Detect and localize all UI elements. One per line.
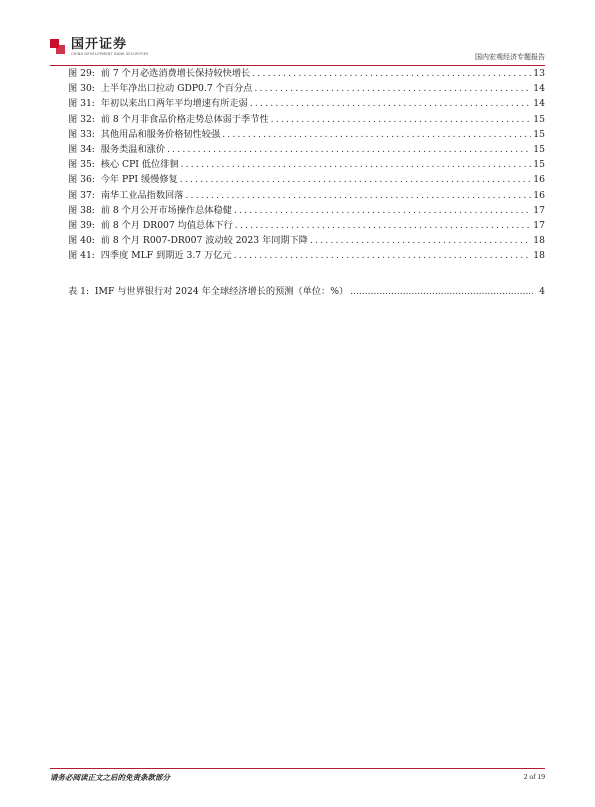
toc-entry[interactable] — [68, 127, 545, 142]
toc-entry-page: 18 — [533, 235, 545, 247]
toc-entry[interactable] — [68, 172, 545, 187]
toc-entry-title: 南华工业品指数回落 — [100, 189, 184, 201]
footer-disclaimer: 请务必阅读正文之后的免责条款部分 — [50, 773, 170, 782]
toc-leader-dots — [185, 188, 531, 203]
toc-entry[interactable] — [68, 248, 545, 263]
toc-entry[interactable] — [68, 142, 545, 157]
toc-entry-label: 图 37: — [68, 189, 95, 201]
toc-entry-title: 上半年净出口拉动 GDP0.7 个百分点 — [100, 83, 253, 95]
toc-entry-label: 图 34: — [68, 143, 95, 155]
toc-entry[interactable] — [68, 233, 545, 248]
toc-entry-page: 16 — [533, 189, 545, 201]
toc-entry-title: 核心 CPI 低位徘徊 — [100, 159, 179, 171]
brand-subtitle: CHINA DEVELOPMENT BANK SECURITIES — [71, 52, 149, 56]
toc-leader-dots — [250, 96, 532, 111]
toc-leader-dots — [167, 142, 531, 157]
toc-entry-label: 图 36: — [68, 174, 95, 186]
toc-entry-page: 15 — [533, 113, 545, 125]
toc-entry-title: 前 7 个月必选消费增长保持较快增长 — [100, 68, 251, 79]
toc-entry-page: 14 — [533, 98, 545, 110]
toc-entry[interactable] — [68, 218, 545, 233]
toc-entry[interactable] — [68, 66, 545, 81]
toc-entry-title: 今年 PPI 缓慢修复 — [100, 174, 178, 186]
footer-divider — [50, 768, 545, 769]
toc-entry-title: 前 8 个月 DR007 均值总体下行 — [100, 219, 233, 231]
toc-leader-dots — [310, 233, 531, 248]
figure-toc-list — [68, 66, 545, 263]
toc-entry-page: 15 — [533, 128, 545, 140]
toc-entry[interactable] — [68, 112, 545, 127]
toc-entry-title: 前 8 个月非食品价格走势总体弱于季节性 — [100, 113, 269, 125]
toc-leader-dots — [234, 248, 532, 263]
toc-entry-label: 图 35: — [68, 159, 95, 171]
toc-leader-dots — [181, 157, 532, 172]
toc-entry-page: 17 — [533, 219, 545, 231]
toc-entry-page: 13 — [533, 68, 545, 79]
toc-entry[interactable] — [68, 81, 545, 96]
toc-entry-title: 前 8 个月 R007-DR007 波动较 2023 年同期下降 — [100, 235, 308, 247]
toc-entry-page: 14 — [533, 83, 545, 95]
toc-entry-label: 图 33: — [68, 128, 95, 140]
logo-mark-icon — [50, 39, 65, 54]
toc-entry-title: 其他用品和服务价格韧性较强 — [100, 128, 221, 140]
toc-entry-label: 图 39: — [68, 219, 95, 231]
toc-entry-label: 图 41: — [68, 250, 95, 262]
toc-leader-dots — [235, 218, 532, 233]
toc-entry-label: 表 1: — [68, 286, 90, 297]
report-type: 国内宏观经济专题报告 — [475, 53, 545, 61]
toc-leader-dots — [252, 66, 531, 81]
toc-entry-label: 图 31: — [68, 98, 95, 110]
brand-name: 国开证券 — [71, 37, 128, 52]
toc-entry-label: 图 38: — [68, 204, 95, 216]
toc-entry[interactable] — [68, 157, 545, 172]
toc-entry[interactable] — [68, 188, 545, 203]
toc-entry-label: 图 30: — [68, 83, 95, 95]
toc-leader-dots — [271, 112, 532, 127]
toc-entry-label: 图 29: — [68, 68, 95, 79]
toc-entry-page: 17 — [533, 204, 545, 216]
toc-entry-page: 15 — [533, 143, 545, 155]
toc-entry-page: 15 — [533, 159, 545, 171]
toc-entry-label: 图 32: — [68, 113, 95, 125]
page-indicator: 2 of 19 — [523, 772, 545, 781]
toc-entry-title: IMF 与世界银行对 2024 年全球经济增长的预测（单位：%） — [94, 286, 349, 297]
toc-entry-page: 18 — [533, 250, 545, 262]
page-header — [50, 38, 545, 66]
toc-entry-title: 前 8 个月公开市场操作总体稳健 — [100, 204, 232, 216]
toc-entry-page: 16 — [533, 174, 545, 186]
toc-entry-title: 服务类温和涨价 — [100, 143, 166, 155]
brand-logo — [50, 38, 148, 57]
toc-entry-title: 四季度 MLF 到期近 3.7 万亿元 — [100, 250, 232, 262]
toc-entry[interactable] — [68, 96, 545, 111]
toc-entry[interactable] — [68, 203, 545, 218]
toc-leader-dots — [222, 127, 531, 142]
toc-leader-dots — [180, 172, 532, 187]
toc-entry-label: 图 40: — [68, 235, 95, 247]
toc-leader-dots — [254, 81, 531, 96]
toc-entry[interactable] — [68, 284, 545, 299]
toc-entry-page: 4 — [539, 286, 545, 297]
toc-entry-title: 年初以来出口两年平均增速有所走弱 — [100, 98, 248, 110]
toc-leader-dots — [350, 284, 533, 299]
table-toc-list — [68, 284, 545, 299]
toc-leader-dots — [234, 203, 531, 218]
